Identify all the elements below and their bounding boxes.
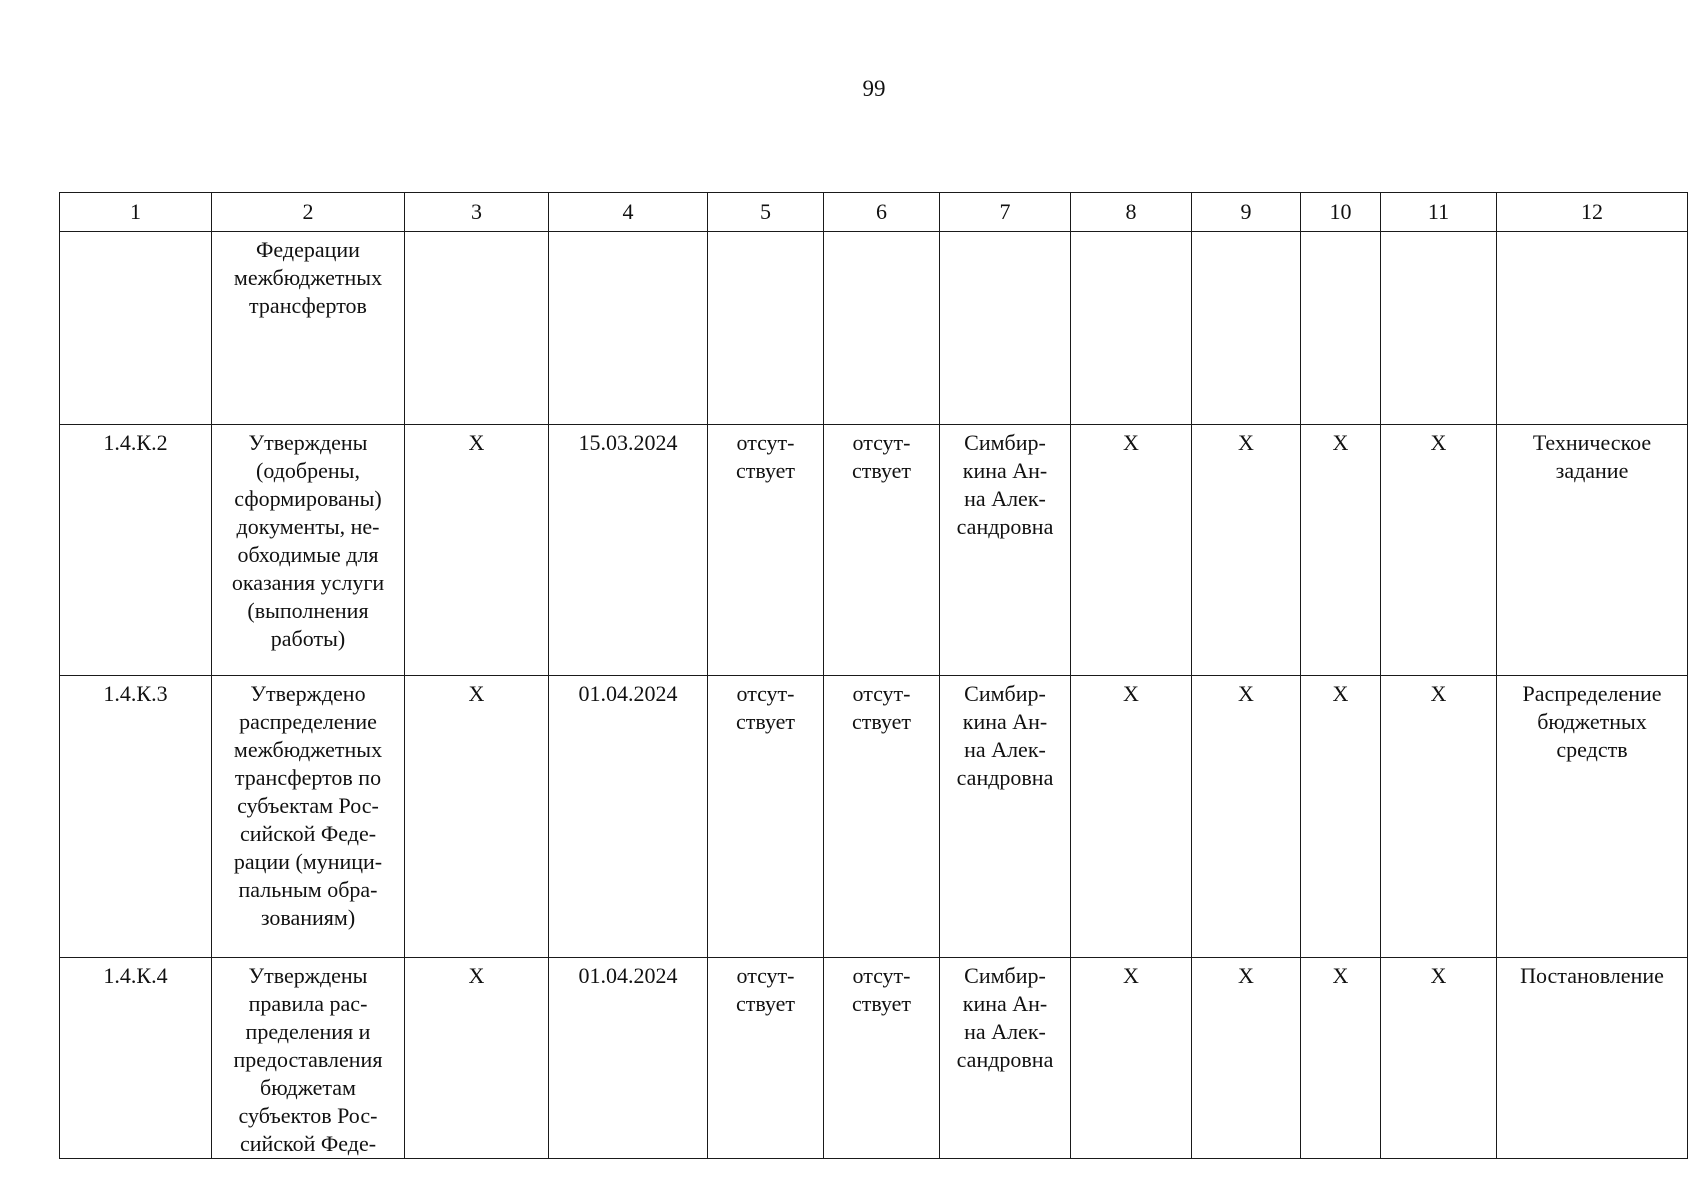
table-cell: X (1071, 425, 1192, 676)
column-header: 3 (405, 193, 549, 232)
row-id-cell: 1.4.К.4 (60, 958, 212, 1159)
document-type-cell: Постановление (1497, 958, 1688, 1159)
header-row (60, 193, 1688, 232)
column-header: 9 (1192, 193, 1301, 232)
table-row (60, 676, 1688, 958)
document-type-cell: Распределение бюджетных средств (1497, 676, 1688, 958)
column-header: 11 (1381, 193, 1497, 232)
responsible-cell: Симбир- кина Ан- на Алек- сандровна (940, 958, 1071, 1159)
table-cell (708, 232, 824, 425)
responsible-cell: Симбир- кина Ан- на Алек- сандровна (940, 425, 1071, 676)
column-header: 1 (60, 193, 212, 232)
table-row (60, 425, 1688, 676)
table-cell: отсут- ствует (708, 958, 824, 1159)
table-cell: X (405, 425, 549, 676)
table-cell: X (1192, 676, 1301, 958)
table-cell: X (1301, 958, 1381, 1159)
date-cell (549, 232, 708, 425)
description-cell: Утверждено распределение межбюджетных трансфертов по субъектам Рос- сийской Феде- рации (муници- пальным обра- зованиям) (212, 676, 405, 958)
table-cell: X (405, 676, 549, 958)
document-type-cell: Техническое задание (1497, 425, 1688, 676)
column-header: 10 (1301, 193, 1381, 232)
table-cell (1381, 232, 1497, 425)
table-row (60, 232, 1688, 425)
table-cell: X (1192, 958, 1301, 1159)
table-cell: отсут- ствует (824, 425, 940, 676)
column-header: 5 (708, 193, 824, 232)
document-type-cell (1497, 232, 1688, 425)
table-cell: X (1071, 958, 1192, 1159)
date-cell: 01.04.2024 (549, 676, 708, 958)
schedule-table (59, 192, 1688, 1159)
table-cell (405, 232, 549, 425)
table-cell (1301, 232, 1381, 425)
table-row (60, 958, 1688, 1159)
column-header: 6 (824, 193, 940, 232)
responsible-cell (940, 232, 1071, 425)
table-cell: отсут- ствует (708, 425, 824, 676)
table-cell: X (405, 958, 549, 1159)
column-header: 7 (940, 193, 1071, 232)
row-id-cell: 1.4.К.2 (60, 425, 212, 676)
table-cell: X (1071, 676, 1192, 958)
table-cell: отсут- ствует (708, 676, 824, 958)
description-cell: Федерации межбюджетных трансфертов (212, 232, 405, 425)
column-header: 12 (1497, 193, 1688, 232)
table-cell: X (1301, 425, 1381, 676)
description-cell: Утверждены правила рас- пределения и предоставления бюджетам субъектов Рос- сийской Феде- (212, 958, 405, 1159)
table-cell: X (1381, 958, 1497, 1159)
date-cell: 15.03.2024 (549, 425, 708, 676)
table-cell: X (1192, 425, 1301, 676)
responsible-cell: Симбир- кина Ан- на Алек- сандровна (940, 676, 1071, 958)
row-id-cell (60, 232, 212, 425)
date-cell: 01.04.2024 (549, 958, 708, 1159)
description-cell: Утверждены (одобрены, сформированы) документы, не- обходимые для оказания услуги (выполнения работы) (212, 425, 405, 676)
table-cell: X (1381, 425, 1497, 676)
column-header: 8 (1071, 193, 1192, 232)
table-cell (824, 232, 940, 425)
table-cell: отсут- ствует (824, 676, 940, 958)
table-cell: X (1301, 676, 1381, 958)
page-number: 99 (862, 76, 886, 101)
row-id-cell: 1.4.К.3 (60, 676, 212, 958)
table-cell: X (1381, 676, 1497, 958)
column-header: 2 (212, 193, 405, 232)
table-cell (1192, 232, 1301, 425)
table-cell: отсут- ствует (824, 958, 940, 1159)
column-header: 4 (549, 193, 708, 232)
table-cell (1071, 232, 1192, 425)
